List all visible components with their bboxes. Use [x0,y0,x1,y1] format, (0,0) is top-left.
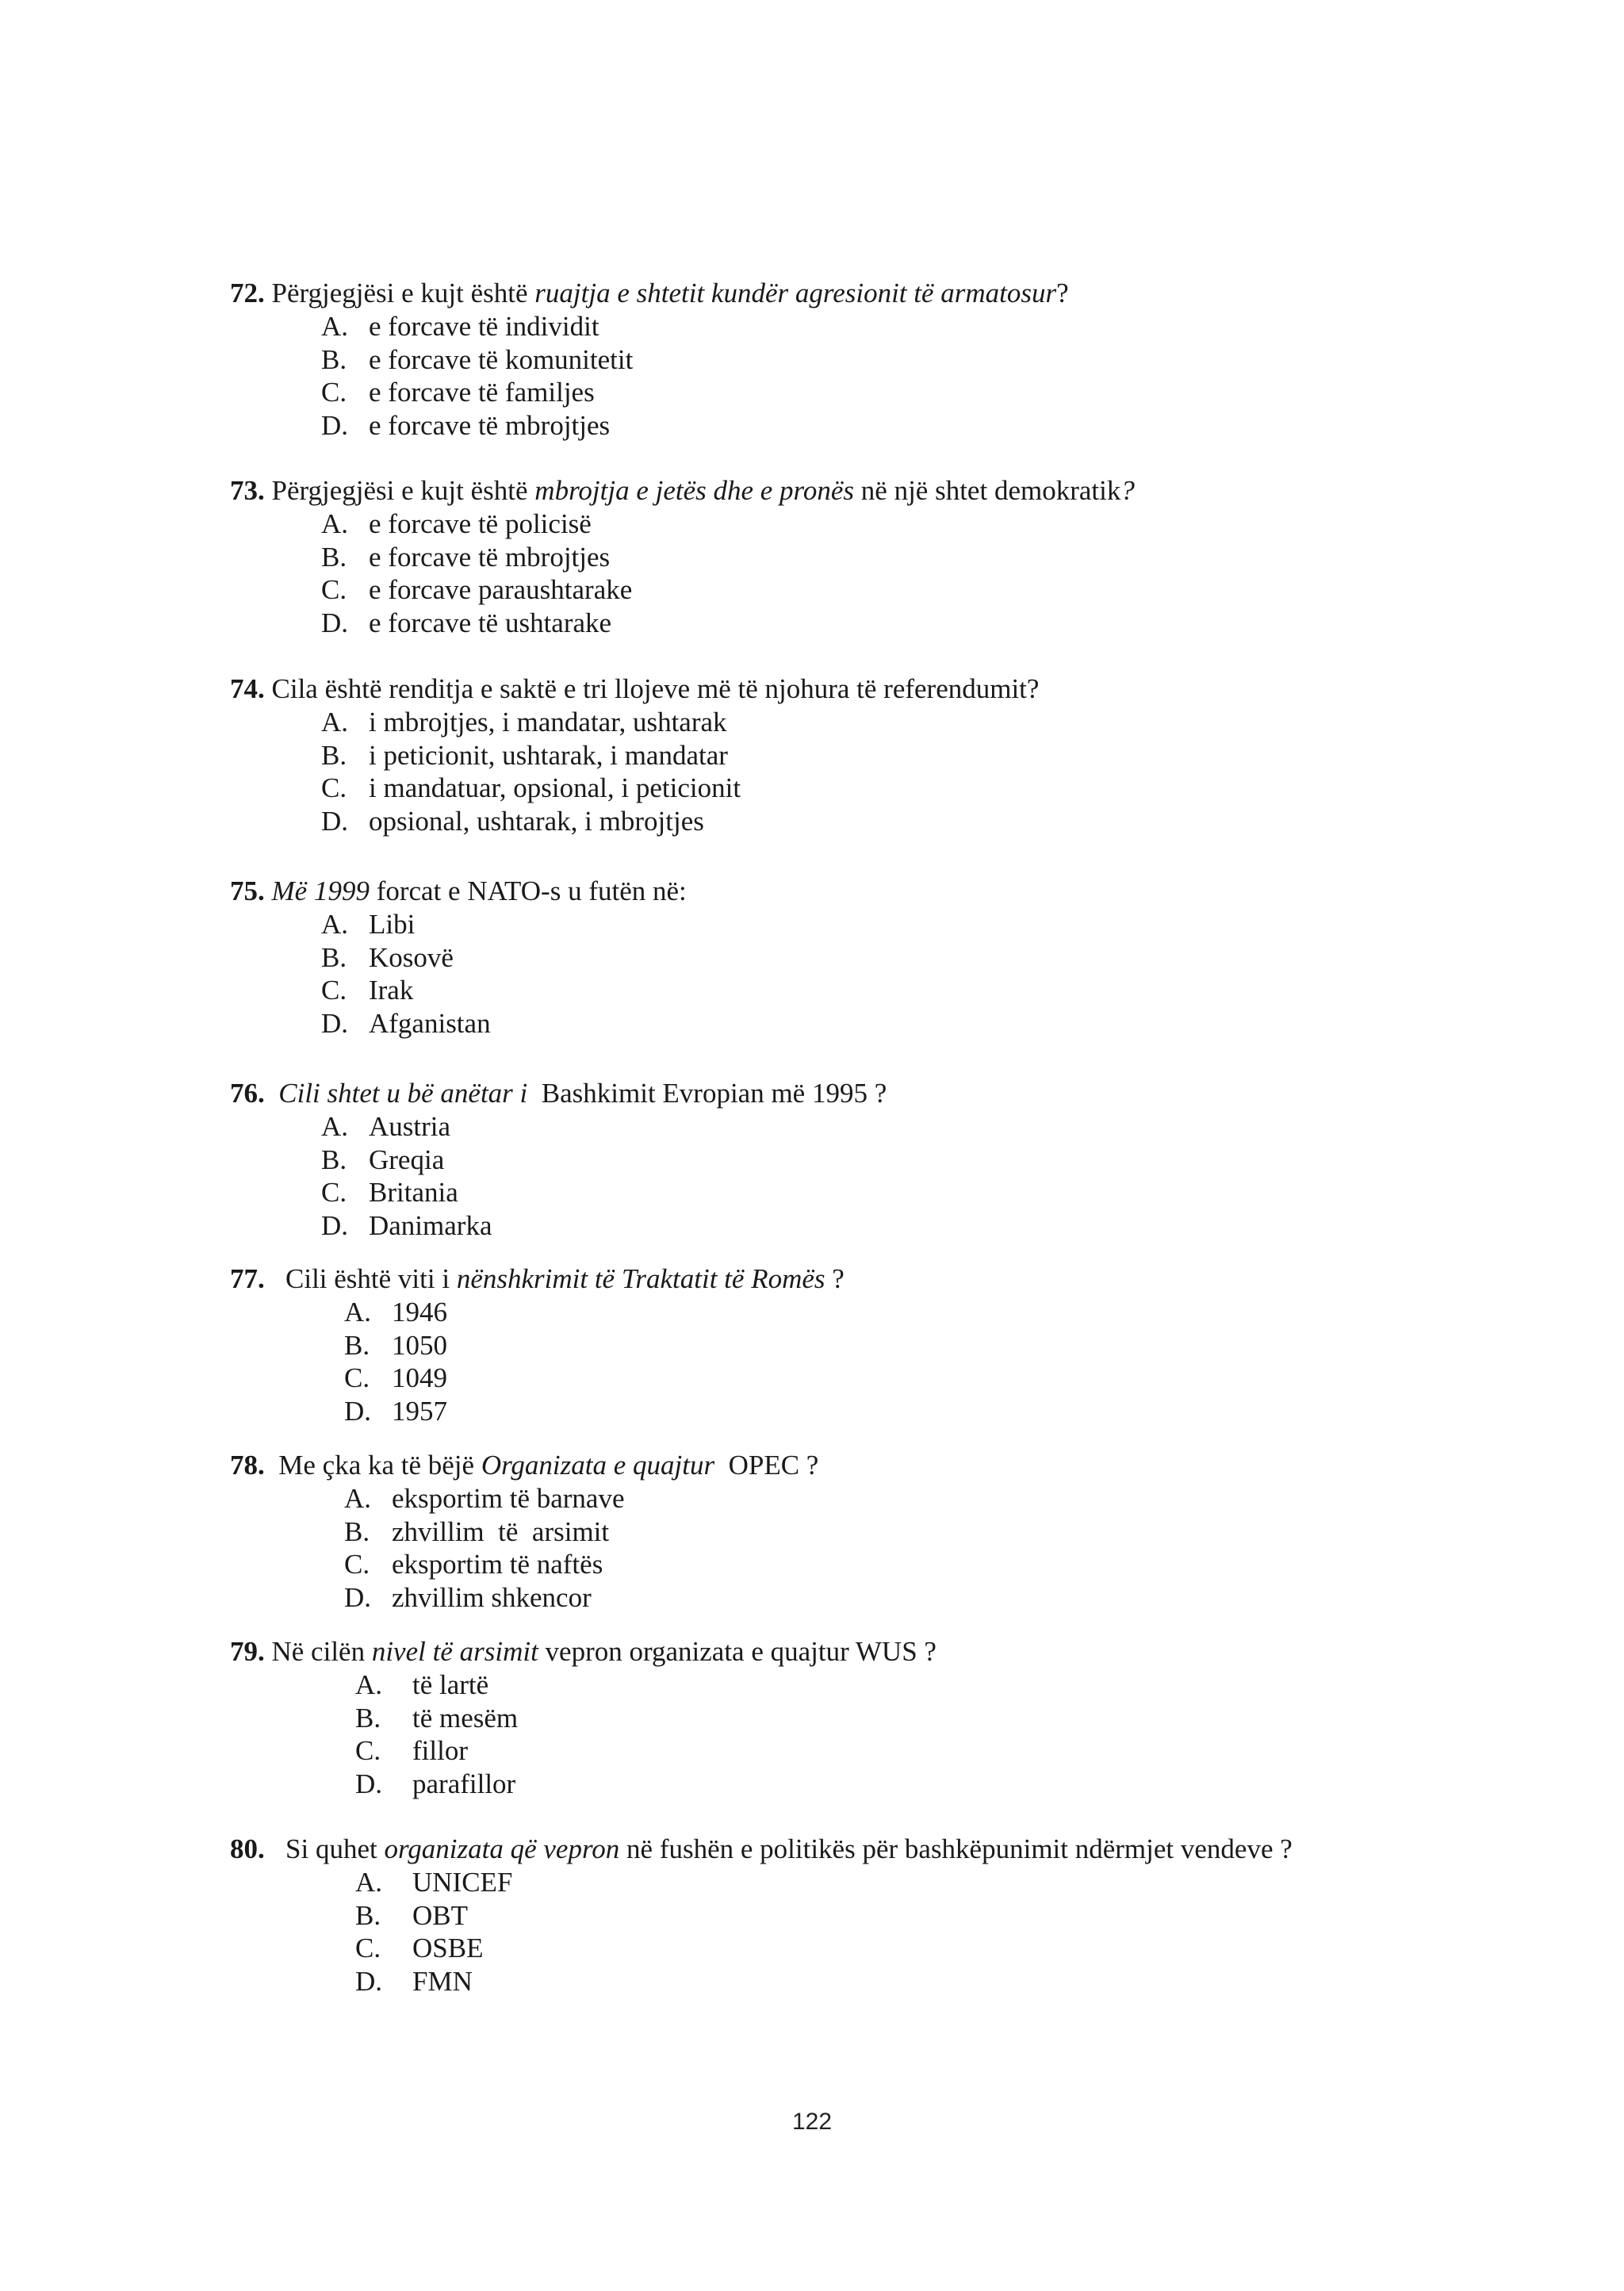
stem-text: Cila është renditja e saktë e tri llojeve më të njohura të referendumit? [264,673,1040,704]
stem-emphasis: organizata që vepron [384,1833,620,1864]
question-stem [230,1449,1419,1482]
answer-options [321,508,1419,639]
stem-text: Bashkimit Evropian më 1995 ? [527,1078,887,1109]
answer-options [344,1482,1419,1614]
option-b: B. 1050 [344,1329,447,1361]
answer-options [321,310,1419,442]
stem-emphasis: ? [1120,475,1135,506]
question-74 [230,672,1419,837]
option-a: A. e forcave të policisë [321,508,592,539]
option-a: A. Libi [321,909,416,940]
option-b: B. e forcave të mbrojtjes [321,541,611,573]
option-b: B. i peticionit, ushtarak, i mandatar [321,739,728,771]
option-b: B. zhvillim të arsimit [344,1515,610,1547]
question-number: 73. [230,475,265,506]
option-d: D. parafillor [355,1768,516,1799]
stem-text: forcat e NATO-s u futën në: [369,875,687,906]
stem-emphasis: mbrojtja e jetës dhe e pronës [534,475,855,506]
question-79 [230,1635,1419,1800]
question-stem [230,1077,1419,1110]
answer-options [355,1668,1419,1800]
question-number: 75. [230,875,265,906]
stem-text: Përgjegjësi e kujt është [264,475,535,506]
stem-text: Me çka ka të bëjë [264,1450,481,1481]
option-b: B. të mesëm [355,1702,519,1734]
question-number: 76. [230,1078,265,1109]
option-a: A. Austria [321,1111,451,1142]
option-c: C. fillor [355,1735,468,1767]
question-number: 80. [230,1833,265,1864]
stem-emphasis: ruajtja e shtetit kundër agresionit të armatosur [534,278,1057,308]
answer-options [355,1866,1419,1998]
option-c: C. i mandatuar, opsional, i peticionit [321,772,741,804]
option-a: A. eksportim të barnave [344,1483,625,1514]
answer-options [321,908,1419,1040]
option-d: D. Danimarka [321,1209,492,1241]
question-number: 74. [230,673,265,704]
question-number: 77. [230,1263,265,1294]
question-stem [230,474,1419,508]
option-d: D. 1957 [344,1395,447,1427]
question-75 [230,875,1419,1040]
stem-emphasis: Organizata e quajtur [481,1450,715,1481]
option-d: D. e forcave të mbrojtjes [321,409,611,441]
option-c: C. e forcave të familjes [321,377,595,408]
stem-text: në fushën e politikës për bashkëpunimit ndërmjet vendeve ? [619,1833,1293,1864]
stem-emphasis: nënshkrimit të Traktatit të Romës [456,1263,825,1294]
question-stem [230,1262,1419,1296]
question-stem [230,1833,1419,1866]
stem-text: Si quhet [264,1833,385,1864]
stem-emphasis: Më 1999 [271,875,370,906]
stem-text: ? [1056,278,1069,308]
option-a: A. i mbrojtjes, i mandatar, ushtarak [321,707,727,737]
option-a: A. e forcave të individit [321,311,599,342]
option-d: D. zhvillim shkencor [344,1581,592,1613]
question-77 [230,1262,1419,1427]
question-stem [230,672,1419,706]
question-80 [230,1833,1419,1998]
option-d: D. e forcave të ushtarake [321,607,612,638]
option-d: D. Afganistan [321,1007,491,1039]
option-b: B. e forcave të komunitetit [321,343,634,375]
question-73 [230,474,1419,639]
option-c: C. 1049 [344,1362,447,1394]
stem-emphasis: Cili shtet u bë anëtar i [278,1078,528,1109]
stem-text [265,875,272,906]
stem-text: Cili është viti i [264,1263,457,1294]
option-c: C. e forcave paraushtarake [321,574,633,606]
option-c: C. Britania [321,1177,458,1209]
question-stem [230,1635,1419,1668]
stem-emphasis: nivel të arsimit [371,1636,538,1667]
question-stem [230,277,1419,310]
option-c: C. eksportim të naftës [344,1549,603,1580]
stem-text: OPEC ? [714,1450,819,1481]
option-a: A. të lartë [355,1669,489,1700]
option-b: B. OBT [355,1899,468,1931]
answer-options [321,1110,1419,1242]
question-72 [230,277,1419,442]
option-d: D. FMN [355,1965,473,1997]
question-number: 72. [230,278,265,308]
question-76 [230,1077,1419,1242]
page-number: 122 [791,2109,833,2135]
option-b: B. Kosovë [321,941,454,973]
answer-options [344,1296,1419,1427]
question-number: 78. [230,1450,265,1481]
stem-text [265,1078,279,1109]
question-stem [230,875,1419,908]
option-d: D. opsional, ushtarak, i mbrojtjes [321,805,704,837]
option-a: A. UNICEF [355,1867,513,1898]
stem-text: vepron organizata e quajtur WUS ? [538,1636,936,1667]
option-a: A. 1946 [344,1297,447,1327]
answer-options [321,706,1419,837]
stem-text: Në cilën [264,1636,372,1667]
option-b: B. Greqia [321,1144,445,1175]
option-c: C. OSBE [355,1933,484,1964]
stem-text: Përgjegjësi e kujt është [264,278,535,308]
question-number: 79. [230,1636,265,1667]
stem-text: ? [825,1263,845,1294]
question-78 [230,1449,1419,1614]
option-c: C. Irak [321,975,414,1006]
stem-text: në një shtet demokratik [854,475,1121,506]
